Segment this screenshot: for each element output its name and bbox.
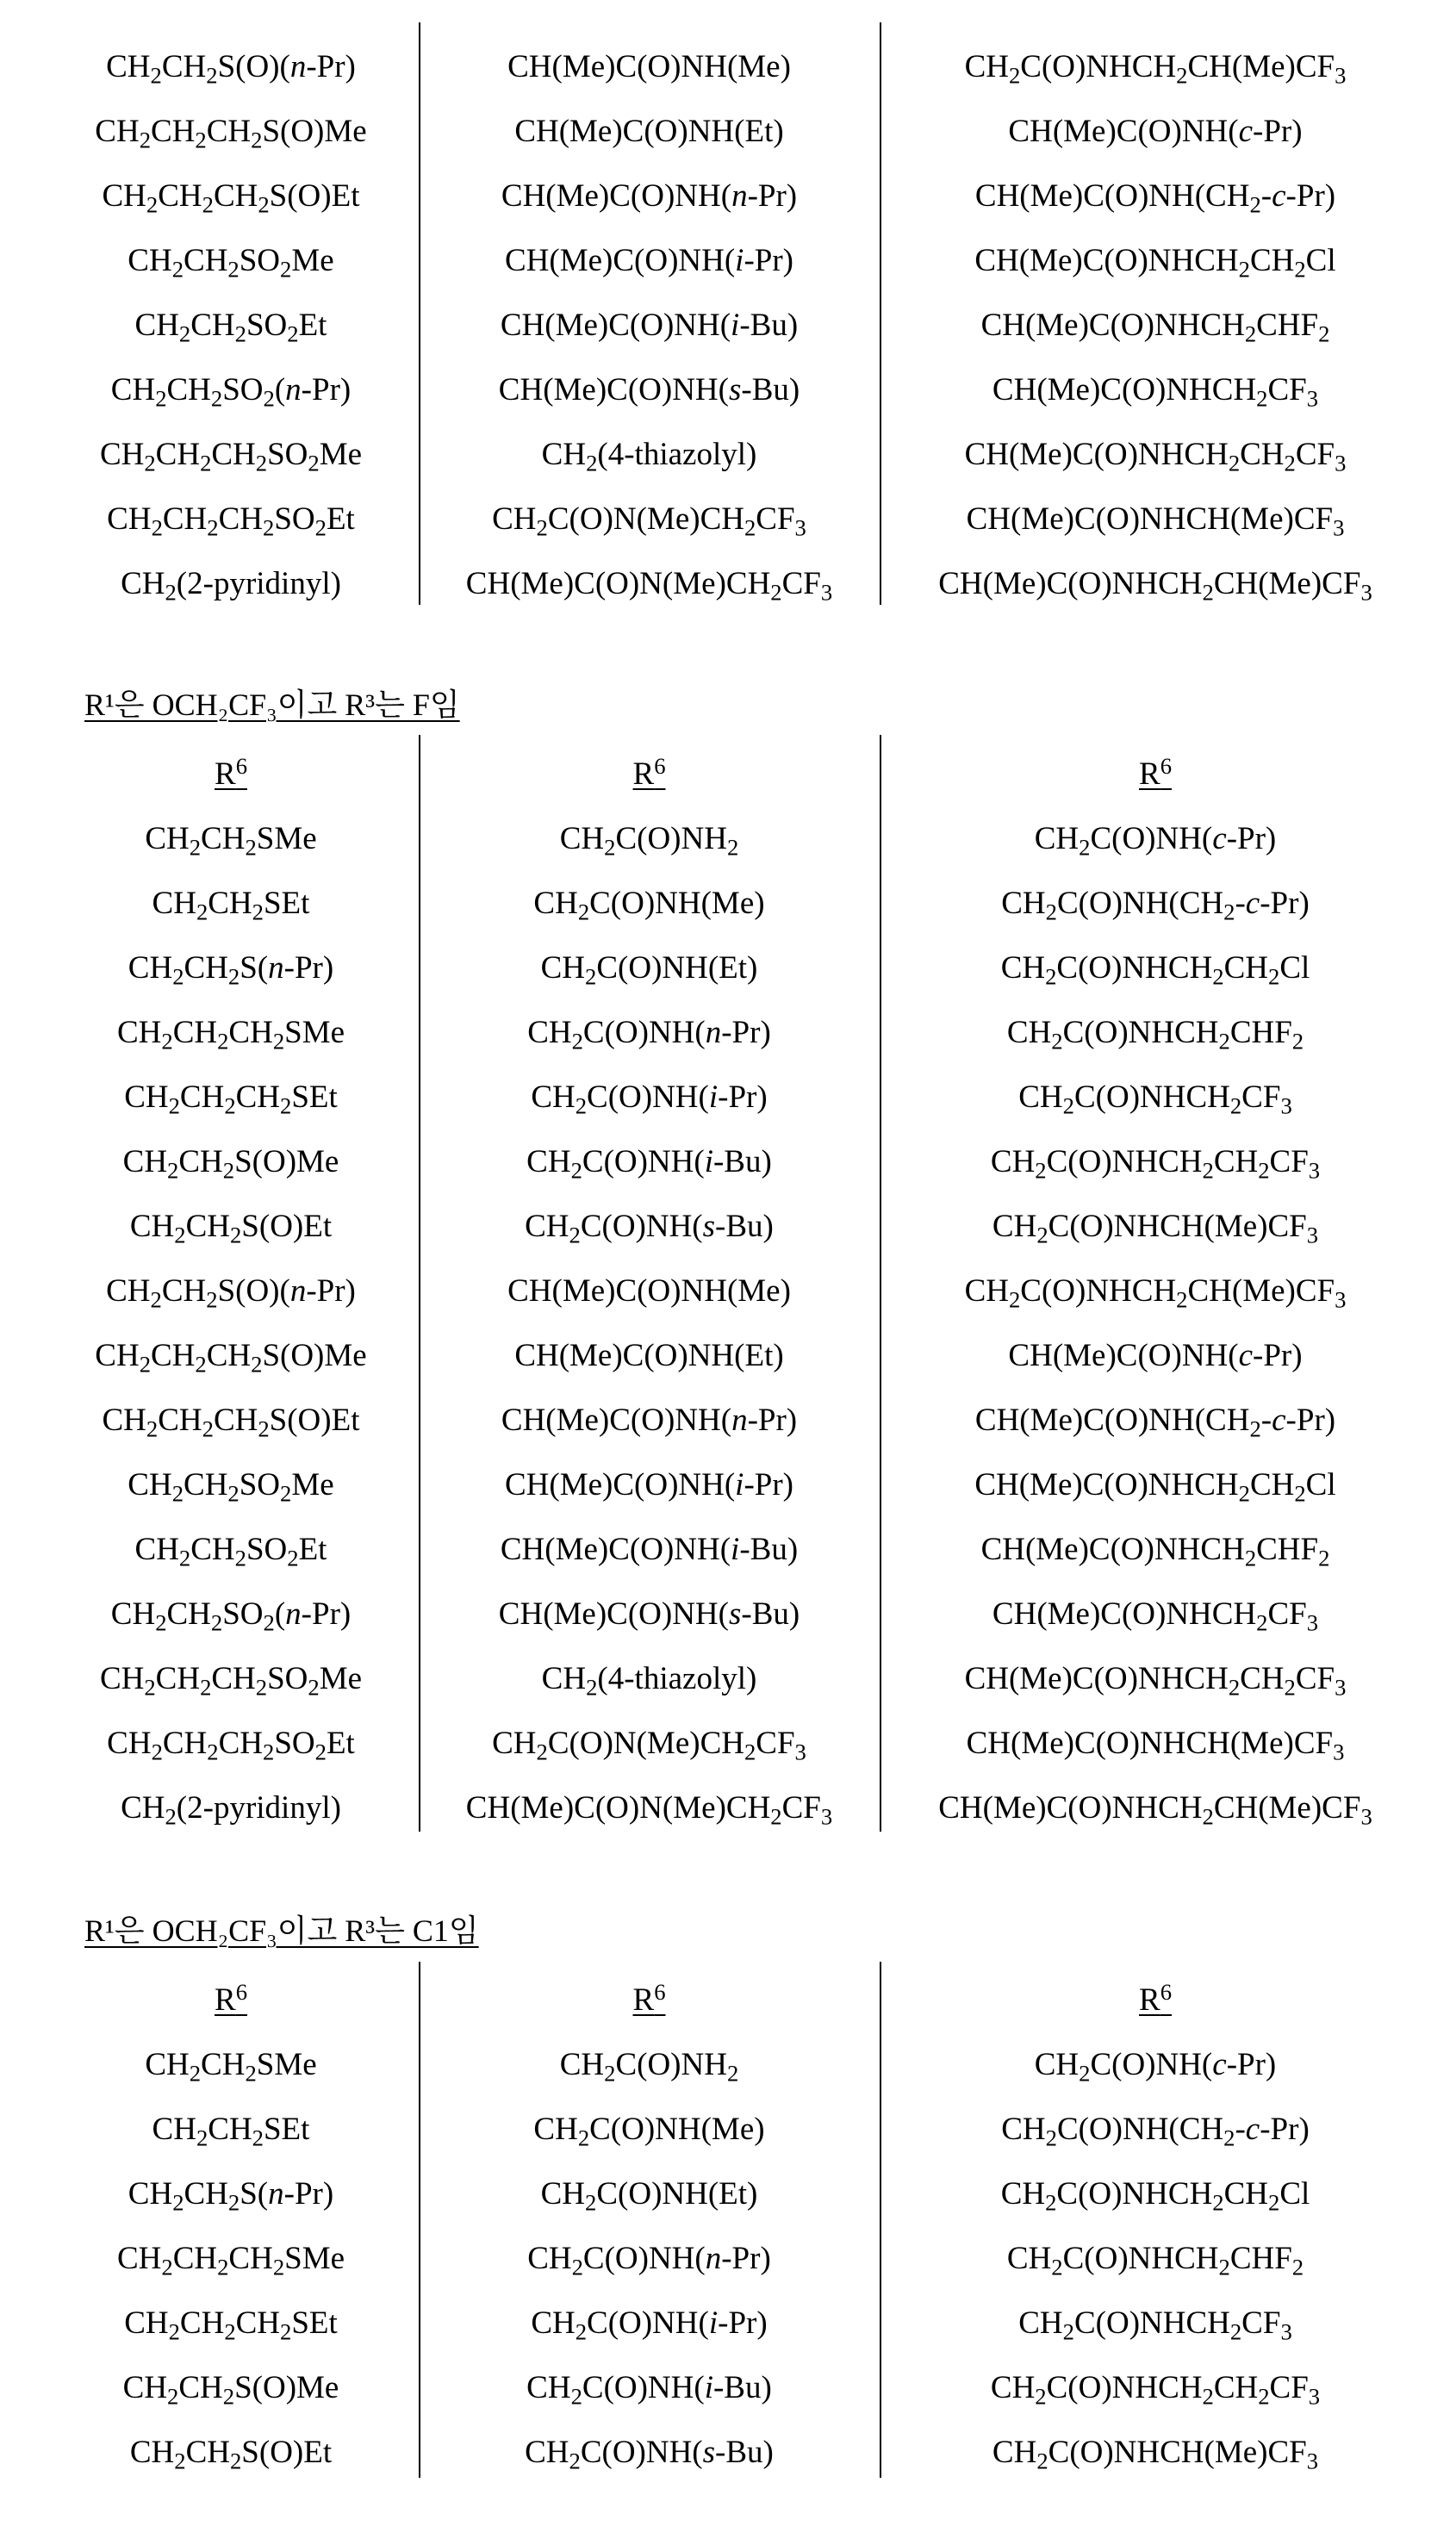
substituent-cell: CH(Me)C(O)N(Me)CH2CF3: [419, 551, 880, 616]
substituent-cell: CH2CH2S(O)Me: [43, 1129, 419, 1194]
substituent-cell: CH2C(O)NHCH2CF3: [880, 1065, 1431, 1129]
substituent-cell: CH(Me)C(O)NHCH2CH(Me)CF3: [880, 1776, 1431, 1840]
substituent-cell: CH(Me)C(O)NH(n-Pr): [419, 1388, 880, 1453]
substituent-cell: CH2CH2CH2S(O)Et: [43, 164, 419, 228]
substituent-cell: CH(Me)C(O)NH(i-Bu): [419, 293, 880, 358]
substituent-cell: CH(Me)C(O)NH(CH2-c-Pr): [880, 1388, 1431, 1453]
column-divider: [419, 1962, 420, 2478]
substituent-cell: CH2CH2S(n-Pr): [43, 936, 419, 1000]
substituent-cell: CH2C(O)N(Me)CH2CF3: [419, 487, 880, 551]
substituent-cell: CH2CH2SO2(n-Pr): [43, 358, 419, 422]
column-header-cell: [43, 742, 419, 806]
substituent-cell: CH2CH2SO2(n-Pr): [43, 1582, 419, 1646]
column-header-r6: R6: [215, 756, 247, 792]
substituent-cell: CH(Me)C(O)NH(Me): [419, 1259, 880, 1323]
table-column-1: [43, 1968, 419, 2485]
substituent-cell: CH2CH2SMe: [43, 806, 419, 871]
substituent-cell: CH(Me)C(O)NH(Et): [419, 1323, 880, 1388]
substituent-cell: CH2C(O)NH(s-Bu): [419, 2420, 880, 2485]
table-column-2: [419, 1968, 880, 2485]
substituent-cell: CH2CH2CH2S(O)Me: [43, 1323, 419, 1388]
table-column-2: [419, 34, 880, 616]
substituent-cell: CH2CH2S(O)(n-Pr): [43, 1259, 419, 1323]
substituent-cell: CH2C(O)N(Me)CH2CF3: [419, 1711, 880, 1776]
substituent-cell: CH2C(O)NH(i-Bu): [419, 1129, 880, 1194]
substituent-cell: CH(Me)C(O)NH(s-Bu): [419, 358, 880, 422]
substituent-cell: CH(Me)C(O)NH(s-Bu): [419, 1582, 880, 1646]
substituent-cell: CH2C(O)NHCH2CHF2: [880, 2226, 1431, 2291]
table-column-1: [43, 34, 419, 616]
substituent-cell: CH2CH2CH2SO2Et: [43, 1711, 419, 1776]
substituent-cell: CH2C(O)NHCH(Me)CF3: [880, 1194, 1431, 1259]
substituent-cell: CH2C(O)NH(CH2-c-Pr): [880, 871, 1431, 936]
substituent-cell: CH(Me)C(O)NHCH2CH2CF3: [880, 422, 1431, 487]
substituent-cell: CH2C(O)NH(Et): [419, 936, 880, 1000]
substituent-cell: CH2CH2CH2SO2Et: [43, 487, 419, 551]
column-header-r6: R6: [633, 1982, 666, 2018]
substituent-cell: CH(Me)C(O)NH(Me): [419, 34, 880, 99]
substituent-cell: CH2CH2CH2SO2Me: [43, 1646, 419, 1711]
substituent-cell: CH2CH2CH2SO2Me: [43, 422, 419, 487]
section-heading: R¹은 OCH₂CF₃이고 R³는 F임: [84, 681, 460, 725]
substituent-cell: CH(Me)C(O)NH(c-Pr): [880, 99, 1431, 164]
substituent-cell: CH2CH2CH2SEt: [43, 2291, 419, 2355]
substituent-cell: CH(Me)C(O)NHCH(Me)CF3: [880, 1711, 1431, 1776]
substituent-cell: CH2C(O)NH(c-Pr): [880, 2032, 1431, 2097]
column-header-cell: [419, 742, 880, 806]
substituent-cell: CH2C(O)NH2: [419, 2032, 880, 2097]
substituent-cell: CH2CH2CH2S(O)Me: [43, 99, 419, 164]
substituent-cell: CH2C(O)NH(CH2-c-Pr): [880, 2097, 1431, 2162]
substituent-cell: CH(Me)C(O)NHCH2CH2Cl: [880, 228, 1431, 293]
substituent-cell: CH(Me)C(O)NHCH2CH2CF3: [880, 1646, 1431, 1711]
substituent-cell: CH2C(O)NH(n-Pr): [419, 1000, 880, 1065]
substituent-cell: CH2C(O)NHCH(Me)CF3: [880, 2420, 1431, 2485]
column-divider: [880, 1962, 881, 2478]
substituent-cell: CH2(2-pyridinyl): [43, 551, 419, 616]
substituent-cell: CH(Me)C(O)NHCH2CH(Me)CF3: [880, 551, 1431, 616]
substituent-cell: CH(Me)C(O)NH(i-Pr): [419, 1453, 880, 1517]
substituent-cell: CH2CH2CH2S(O)Et: [43, 1388, 419, 1453]
substituent-cell: CH2CH2S(O)Et: [43, 2420, 419, 2485]
substituent-cell: CH2C(O)NH(Me): [419, 871, 880, 936]
substituent-cell: CH(Me)C(O)NHCH2CF3: [880, 1582, 1431, 1646]
substituent-cell: CH2CH2SEt: [43, 2097, 419, 2162]
table-column-3: [880, 742, 1431, 1840]
substituent-cell: CH2C(O)NH(i-Pr): [419, 1065, 880, 1129]
substituent-cell: CH(Me)C(O)NHCH2CH2Cl: [880, 1453, 1431, 1517]
substituent-cell: CH2CH2S(O)(n-Pr): [43, 34, 419, 99]
substituent-cell: CH2C(O)NHCH2CH(Me)CF3: [880, 1259, 1431, 1323]
substituent-cell: CH2CH2SEt: [43, 871, 419, 936]
substituent-cell: CH(Me)C(O)NH(i-Pr): [419, 228, 880, 293]
substituent-cell: CH2C(O)NHCH2CHF2: [880, 1000, 1431, 1065]
table-column-2: [419, 742, 880, 1840]
substituent-cell: CH2C(O)NHCH2CH2Cl: [880, 936, 1431, 1000]
substituent-cell: CH2(2-pyridinyl): [43, 1776, 419, 1840]
substituent-cell: CH2CH2S(O)Et: [43, 1194, 419, 1259]
substituent-cell: CH2CH2SO2Me: [43, 228, 419, 293]
substituent-cell: CH2C(O)NH(c-Pr): [880, 806, 1431, 871]
substituent-cell: CH2C(O)NHCH2CH2Cl: [880, 2162, 1431, 2226]
substituent-cell: CH2CH2CH2SMe: [43, 1000, 419, 1065]
section-heading: R¹은 OCH₂CF₃이고 R³는 C1임: [84, 1907, 479, 1950]
substituent-cell: CH2C(O)NH(n-Pr): [419, 2226, 880, 2291]
column-divider: [880, 735, 881, 1832]
substituent-cell: CH2C(O)NH(Et): [419, 2162, 880, 2226]
substituent-cell: CH2CH2SO2Et: [43, 1517, 419, 1582]
column-divider: [880, 22, 881, 605]
substituent-cell: CH(Me)C(O)NHCH2CHF2: [880, 293, 1431, 358]
substituent-cell: CH2C(O)NHCH2CF3: [880, 2291, 1431, 2355]
substituent-cell: CH2(4-thiazolyl): [419, 422, 880, 487]
column-header-cell: [880, 1968, 1431, 2032]
substituent-cell: CH(Me)C(O)NH(i-Bu): [419, 1517, 880, 1582]
substituent-cell: CH2CH2SO2Me: [43, 1453, 419, 1517]
column-header-r6: R6: [215, 1982, 247, 2018]
substituent-cell: CH2CH2SMe: [43, 2032, 419, 2097]
substituent-cell: CH2CH2S(O)Me: [43, 2355, 419, 2420]
table-column-1: [43, 742, 419, 1840]
substituent-cell: CH2(4-thiazolyl): [419, 1646, 880, 1711]
substituent-cell: CH2C(O)NH(i-Pr): [419, 2291, 880, 2355]
substituent-cell: CH(Me)C(O)NH(Et): [419, 99, 880, 164]
column-header-r6: R6: [633, 756, 666, 792]
substituent-cell: CH2C(O)NHCH2CH(Me)CF3: [880, 34, 1431, 99]
column-divider: [419, 22, 420, 605]
table-column-3: [880, 1968, 1431, 2485]
substituent-cell: CH2C(O)NHCH2CH2CF3: [880, 1129, 1431, 1194]
substituent-cell: CH(Me)C(O)NHCH2CHF2: [880, 1517, 1431, 1582]
substituent-cell: CH2C(O)NH2: [419, 806, 880, 871]
substituent-cell: CH2CH2CH2SMe: [43, 2226, 419, 2291]
substituent-cell: CH2C(O)NH(s-Bu): [419, 1194, 880, 1259]
column-header-r6: R6: [1139, 1982, 1172, 2018]
substituent-cell: CH2CH2CH2SEt: [43, 1065, 419, 1129]
substituent-cell: CH2C(O)NH(Me): [419, 2097, 880, 2162]
substituent-cell: CH2CH2SO2Et: [43, 293, 419, 358]
table-column-3: [880, 34, 1431, 616]
substituent-cell: CH2C(O)NHCH2CH2CF3: [880, 2355, 1431, 2420]
substituent-cell: CH(Me)C(O)NHCH(Me)CF3: [880, 487, 1431, 551]
column-divider: [419, 735, 420, 1832]
substituent-cell: CH(Me)C(O)NH(n-Pr): [419, 164, 880, 228]
substituent-cell: CH(Me)C(O)NHCH2CF3: [880, 358, 1431, 422]
substituent-cell: CH2C(O)NH(i-Bu): [419, 2355, 880, 2420]
column-header-cell: [880, 742, 1431, 806]
substituent-cell: CH(Me)C(O)N(Me)CH2CF3: [419, 1776, 880, 1840]
column-header-cell: [419, 1968, 880, 2032]
column-header-r6: R6: [1139, 756, 1172, 792]
column-header-cell: [43, 1968, 419, 2032]
substituent-cell: CH2CH2S(n-Pr): [43, 2162, 419, 2226]
substituent-cell: CH(Me)C(O)NH(CH2-c-Pr): [880, 164, 1431, 228]
substituent-cell: CH(Me)C(O)NH(c-Pr): [880, 1323, 1431, 1388]
